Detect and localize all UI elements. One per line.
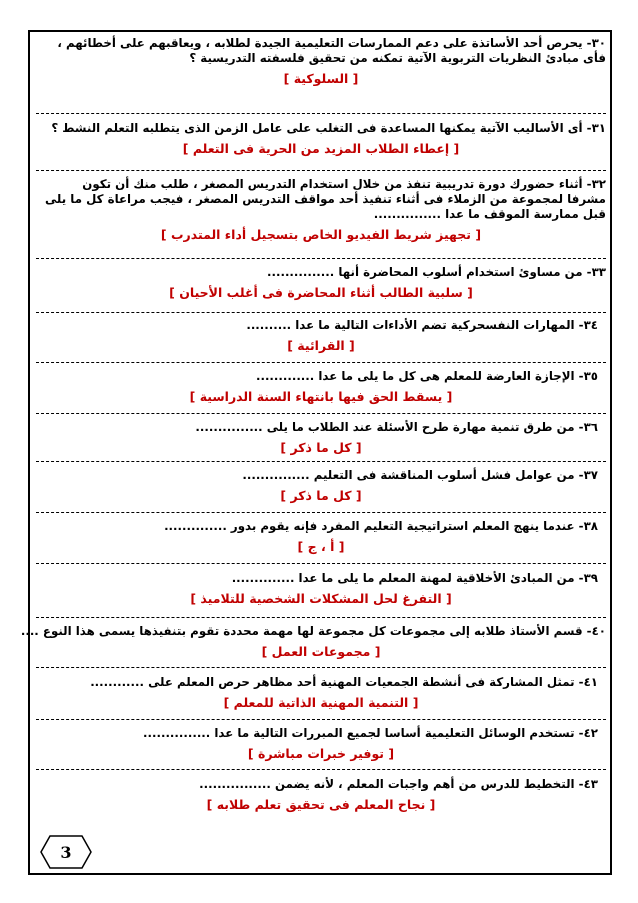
question-stem: ٣٠- يحرص أحد الأساتذة على دعم الممارسات التعليمية الجيدة لطلابه ، ويعاقبهم على أخطائهم ، bbox=[57, 36, 606, 50]
separator bbox=[36, 667, 606, 668]
separator bbox=[36, 258, 606, 259]
question-number: ٣٨ bbox=[583, 519, 598, 533]
question-text: من طرق تنمية مهارة طرح الأسئلة عند الطلاب ما يلى ............... bbox=[195, 420, 575, 434]
answer: [ مجموعات العمل ] bbox=[36, 644, 606, 659]
question-number: ٣٣ bbox=[591, 265, 606, 279]
question-36: ٣٦- من طرق تنمية مهارة طرح الأسئلة عند الطلاب ما يلى ............... [ كل ما ذكر ] bbox=[36, 420, 606, 455]
separator bbox=[36, 563, 606, 564]
question-text: مشرفا لمجموعة من الزملاء فى أثناء تنفيذ أحد مواقف التدريس المصغر ، فيجب مراعاة كل ما يلى bbox=[44, 192, 606, 206]
question-number: ٤٠ bbox=[591, 624, 606, 638]
question-37: ٣٧- من عوامل فشل أسلوب المناقشة فى التعليم ............... [ كل ما ذكر ] bbox=[36, 468, 606, 503]
question-32: ٣٢- أثناء حضورك دورة تدريبية تنفذ من خلال استخدام التدريس المصغر ، طلب منك أن تكون مشرفا لمجموعة من الزملاء فى أثناء تنفيذ أحد مواقف التدريس المصغر ، فيجب مراعاة كل ما يلى قبل ممارسة الموقف ما عدا ............... [ تجهيز شريط الفيديو الخاص بتسجيل أداء المتدرب ] bbox=[36, 177, 606, 242]
separator bbox=[36, 461, 606, 462]
separator bbox=[36, 170, 606, 171]
answer: [ كل ما ذكر ] bbox=[36, 488, 606, 503]
separator bbox=[36, 312, 606, 313]
question-42: ٤٢- تستخدم الوسائل التعليمية أساسا لجميع المبررات التالية ما عدا ............... [ توفير خبرات مباشرة ] bbox=[36, 726, 606, 761]
question-number: ٤١ bbox=[583, 675, 598, 689]
separator bbox=[36, 719, 606, 720]
question-number: ٣١ bbox=[591, 121, 606, 135]
question-text: من مساوئ استخدام أسلوب المحاضرة أنها ............... bbox=[267, 265, 583, 279]
question-35: ٣٥- الإجازة العارضة للمعلم هى كل ما يلى ما عدا ............. [ يسقط الحق فيها بانتهاء السنة الدراسية ] bbox=[36, 369, 606, 404]
question-31: ٣١- أى الأساليب الآتية يمكنها المساعدة فى التغلب على عامل الزمن الذى يتطلبه التعلم النشط ؟ [ إعطاء الطلاب المزيد من الحرية فى التعلم ] bbox=[36, 121, 606, 156]
question-text: قبل ممارسة الموقف ما عدا ............... bbox=[373, 207, 606, 221]
separator bbox=[36, 617, 606, 618]
question-text: تمثل المشاركة فى أنشطة الجمعيات المهنية أحد مظاهر حرص المعلم على ............ bbox=[90, 675, 575, 689]
answer: [ سلبية الطالب أثناء المحاضرة فى أغلب الأحيان ] bbox=[36, 285, 606, 300]
question-text: أثناء حضورك دورة تدريبية تنفذ من خلال استخدام التدريس المصغر ، طلب منك أن تكون bbox=[82, 177, 583, 191]
answer: [ كل ما ذكر ] bbox=[36, 440, 606, 455]
answer: [ إعطاء الطلاب المزيد من الحرية فى التعلم ] bbox=[36, 141, 606, 156]
separator bbox=[36, 512, 606, 513]
separator bbox=[36, 362, 606, 363]
question-38: ٣٨- عندما ينهج المعلم استراتيجية التعليم المفرد فإنه يقوم بدور .............. [ أ ، ج ] bbox=[36, 519, 606, 554]
page-number: 3 bbox=[60, 843, 72, 862]
question-text: من عوامل فشل أسلوب المناقشة فى التعليم ............... bbox=[242, 468, 575, 482]
answer: [ السلوكية ] bbox=[36, 71, 606, 86]
answer: [ أ ، ج ] bbox=[36, 539, 606, 554]
page-number-badge bbox=[40, 835, 92, 869]
question-number: ٣٠ bbox=[591, 36, 606, 50]
question-number: ٤٣ bbox=[583, 777, 598, 791]
answer: [ نجاح المعلم فى تحقيق تعلم طلابه ] bbox=[36, 797, 606, 812]
separator bbox=[36, 769, 606, 770]
question-number: ٣٦ bbox=[583, 420, 598, 434]
question-text: التخطيط للدرس من أهم واجبات المعلم ، لأنه يضمن ................ bbox=[199, 777, 575, 791]
question-text: من المبادئ الأخلاقية لمهنة المعلم ما يلى ما عدا .............. bbox=[231, 571, 575, 585]
question-text: قسم الأستاذ طلابه إلى مجموعات كل مجموعة لها مهمة محددة تقوم بتنفيذها يسمى هذا النوع .... bbox=[20, 624, 583, 638]
question-41: ٤١- تمثل المشاركة فى أنشطة الجمعيات المهنية أحد مظاهر حرص المعلم على ............ [ التنمية المهنية الذاتية للمعلم ] bbox=[36, 675, 606, 710]
answer: [ التنمية المهنية الذاتية للمعلم ] bbox=[36, 695, 606, 710]
question-text: المهارات النفسحركية تضم الأداءات التالية ما عدا .......... bbox=[246, 318, 575, 332]
question-text: تستخدم الوسائل التعليمية أساسا لجميع المبررات التالية ما عدا ............... bbox=[143, 726, 575, 740]
answer: [ القرائية ] bbox=[36, 338, 606, 353]
question-text: فأى مبادئ النظريات التربوية الآتية تمكنه من تحقيق فلسفته التدريسية ؟ bbox=[189, 51, 606, 65]
question-text: عندما ينهج المعلم استراتيجية التعليم المفرد فإنه يقوم بدور .............. bbox=[164, 519, 575, 533]
question-39: ٣٩- من المبادئ الأخلاقية لمهنة المعلم ما يلى ما عدا .............. [ التفرغ لحل المشكلات الشخصية للتلاميذ ] bbox=[36, 571, 606, 606]
question-text: يحرص أحد الأساتذة على دعم الممارسات التعليمية الجيدة لطلابه ، ويعاقبهم على أخطائهم ، bbox=[57, 36, 583, 50]
answer: [ توفير خبرات مباشرة ] bbox=[36, 746, 606, 761]
question-text: أى الأساليب الآتية يمكنها المساعدة فى التغلب على عامل الزمن الذى يتطلبه التعلم النشط ؟ bbox=[51, 121, 583, 135]
question-text: الإجازة العارضة للمعلم هى كل ما يلى ما عدا ............. bbox=[255, 369, 575, 383]
question-number: ٣٩ bbox=[583, 571, 598, 585]
question-34: ٣٤- المهارات النفسحركية تضم الأداءات التالية ما عدا .......... [ القرائية ] bbox=[36, 318, 606, 353]
question-30 bbox=[36, 36, 606, 86]
answer: [ التفرغ لحل المشكلات الشخصية للتلاميذ ] bbox=[36, 591, 606, 606]
separator bbox=[36, 113, 606, 114]
question-33: ٣٣- من مساوئ استخدام أسلوب المحاضرة أنها ............... [ سلبية الطالب أثناء المحاضرة فى أغلب الأحيان ] bbox=[36, 265, 606, 300]
question-43: ٤٣- التخطيط للدرس من أهم واجبات المعلم ، لأنه يضمن ................ [ نجاح المعلم فى تحقيق تعلم طلابه ] bbox=[36, 777, 606, 812]
question-number: ٣٤ bbox=[583, 318, 598, 332]
question-40: ٤٠- قسم الأستاذ طلابه إلى مجموعات كل مجموعة لها مهمة محددة تقوم بتنفيذها يسمى هذا النوع .... [ مجموعات العمل ] bbox=[36, 624, 606, 659]
answer: [ يسقط الحق فيها بانتهاء السنة الدراسية ] bbox=[36, 389, 606, 404]
answer: [ تجهيز شريط الفيديو الخاص بتسجيل أداء المتدرب ] bbox=[36, 227, 606, 242]
separator bbox=[36, 413, 606, 414]
question-number: ٣٢ bbox=[591, 177, 606, 191]
question-number: ٤٢ bbox=[583, 726, 598, 740]
question-number: ٣٧ bbox=[583, 468, 598, 482]
question-number: ٣٥ bbox=[583, 369, 598, 383]
